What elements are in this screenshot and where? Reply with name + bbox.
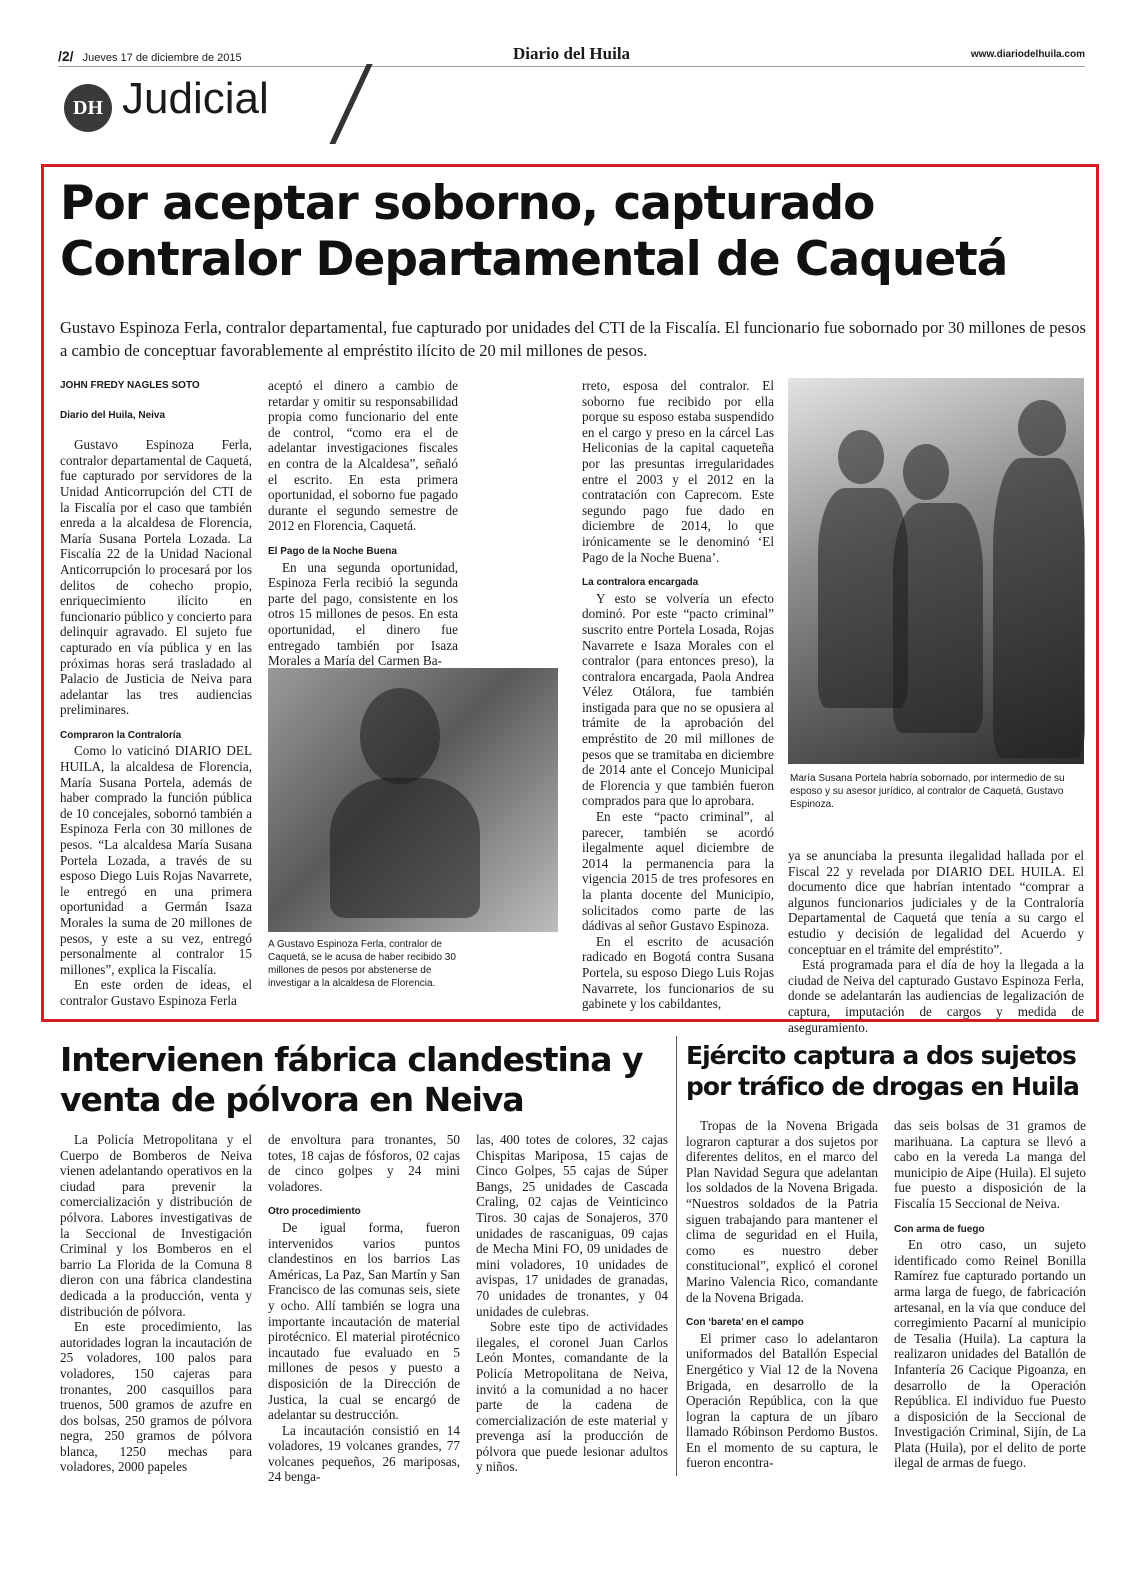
photo-contralor: [268, 668, 558, 932]
paragraph: las, 400 totes de colores, 32 cajas Chispitas Mariposa, 15 cajas de Cinco Golpes, 55 cajas de Súper Bangs, 25 unidades de Cascada Craling, 02 cajas de Veinticinco Tiros. 30 cajas de Sonajeros, 370 unidades de rascaniguas, 09 cajas de Mecha Mini FO, 09 unidades de mini voladores, 10 unidades de avispas, 17 unidades de granadas, 70 unidades de tronantes, y 04 unidades de culebras.: [476, 1132, 668, 1319]
article1-col1: [60, 378, 252, 1009]
byline: JOHN FREDY NAGLES SOTO: [60, 380, 200, 391]
article3-col1: [686, 1118, 878, 1471]
subheading: La contralora encargada: [582, 577, 699, 589]
paragraph: Está programada para el día de hoy la llegada a la ciudad de Neiva del capturado Gustavo Espinoza Ferla, donde se adelantarán las audiencias de legalización de captura, imputación de cargos y medida de aseguramiento.: [788, 957, 1084, 1035]
article3-col2: [894, 1118, 1086, 1471]
article1-col2: [268, 378, 458, 669]
subheading: Compraron la Contraloría: [60, 729, 182, 741]
column-divider: [676, 1036, 677, 1476]
website-link[interactable]: www.diariodelhuila.com: [970, 49, 1085, 60]
article2-headline: Intervienen fábrica clandestina y venta de pólvora en Neiva: [60, 1040, 643, 1119]
paragraph: En el escrito de acusación radicado en Bogotá contra Susana Portela, su esposo Diego Luis Rojas Navarrete, los funcionarios de su gabinete y los cabildantes,: [582, 933, 774, 1012]
paragraph: Tropas de la Novena Brigada lograron capturar a dos sujetos por diferentes delitos, en el marco del Plan Navidad Segura que adelantan los soldados de la Novena Brigada. “Nuestros soldados de la Patria siguen trabajando para mantener el clima de seguridad en el Huila, como es nuestro deber constitucional”, explicó el coronel Marino Valencia Rico, comandante de la Novena Brigada.: [686, 1118, 878, 1305]
article2-col2: [268, 1132, 460, 1485]
person-body-icon: [993, 458, 1085, 758]
person-head-icon: [1018, 400, 1066, 456]
dateline: Diario del Huila, Neiva: [60, 409, 166, 421]
paragraph: El primer caso lo adelantaron uniformados del Batallón Especial Energético y Vial 12 de la Novena Brigada, en desarrollo de la Operación República, con la que logran la captura de un jíbaro llamado Róbinson Perdomo Bustos. En el momento de su captura, le fueron encontra-: [686, 1330, 878, 1471]
article3-headline: Ejército captura a dos sujetos por tráfico de drogas en Huila: [686, 1041, 1079, 1101]
article2-col3: [476, 1132, 668, 1475]
paragraph: La incautación consistió en 14 voladores, 19 volcanes grandes, 77 volcanes pequeños, 26 mariposas, 24 benga-: [268, 1422, 460, 1485]
person-head-icon: [360, 688, 440, 784]
photo1-caption: A Gustavo Espinoza Ferla, contralor de Caquetá, se le acusa de haber recibido 30 millones de pesos por abstenerse de investigar a la alcaldesa de Florencia.: [268, 939, 456, 989]
paragraph: de envoltura para tronantes, 50 totes, 18 cajas de fósforos, 02 cajas de cinco golpes y 24 mini voladores.: [268, 1132, 460, 1194]
person-body-icon: [330, 778, 480, 918]
subheading: Con arma de fuego: [894, 1223, 985, 1235]
paragraph: aceptó el dinero a cambio de retardar y omitir su responsabilidad propia como funcionario del ente de control, “como era el de adelantar investigaciones fiscales en contra de la Alcaldesa”, señaló el escrito. En esta primera oportunidad, el soborno fue pagado durante el segundo semestre de 2012 en Florencia, Caquetá.: [268, 378, 458, 534]
article1-col3: [582, 378, 774, 1012]
masthead: [58, 44, 1085, 67]
person-body-icon: [893, 503, 983, 733]
paragraph: das seis bolsas de 31 gramos de marihuana. La captura se llevó a cabo en la vereda La manga del municipio de Aipe (Huila). El sujeto fue puesto a disposición de la Fiscalía 15 Seccional de Neiva.: [894, 1118, 1086, 1211]
article2-col1: [60, 1132, 252, 1475]
paragraph: ya se anunciaba la presunta ilegalidad hallada por el Fiscal 22 y revelada por DIARIO DEL HUILA. El documento dice que habrían intentado “comprar a algunos funcionarios judiciales y de la Contraloría Departamental de Caquetá que tenía a su cargo el estudio y decisión de legalidad del Acuerdo y conceptuar en el trámite del empréstito”.: [788, 848, 1084, 957]
paragraph: En este “pacto criminal”, al parecer, también se acordó ilegalmente aquel diciembre de 2014 la permanencia para la vigencia 2015 de tres profesores en la planta docente del Municipio, solicitados como parte de las dádivas al señor Gustavo Espinoza.: [582, 809, 774, 934]
paper-name: Diario del Huila: [512, 44, 631, 63]
paragraph: De igual forma, fueron intervenidos varios puntos clandestinos en los barrios Las Américas, La Paz, San Martín y San Francisco de las comunas seis, siete y ocho. Allí también se logra una importante incautación de material pirotécnico. El material pirotécnico incautado fue evaluado en 5 millones de pesos y puesto a disposición de la Dirección de Justica, la cual se encargó de adelantar su destrucción.: [268, 1219, 460, 1423]
paragraph: Y esto se volvería un efecto dominó. Por este “pacto criminal” suscrito entre Portela Losada, Rojas Navarrete e Isaza Morales con el contralor (para entonces preso), la contralora encargada, Paola Andrea Vélez Otálora, fue también instigada para que no se opusiera al trámite de la aprobación del empréstito de 20 mil millones de pesos que se tramitaba en diciembre de 2014 ante el Concejo Municipal de Florencia y que también fueron comprados para que lo aprobara.: [582, 590, 774, 809]
person-head-icon: [838, 430, 884, 484]
person-head-icon: [903, 444, 949, 500]
subheading: Otro procedimiento: [268, 1206, 361, 1218]
issue-date: Jueves 17 de diciembre de 2015: [82, 52, 242, 64]
subheading: Con ‘bareta’ en el campo: [686, 1317, 804, 1329]
article1-lead: Gustavo Espinoza Ferla, contralor departamental, fue capturado por unidades del CTI de la Fiscalía. El funcionario fue sobornado por 30 millones de pesos a cambio de conceptuar favorablemente al empréstito ilícito de 20 mil millones de pesos.: [60, 318, 1086, 360]
page-number: /2/: [58, 48, 74, 64]
dh-logo: DH: [64, 84, 112, 132]
article1-headline: Por aceptar soborno, capturado Contralor Departamental de Caquetá: [60, 176, 1008, 287]
paragraph: rreto, esposa del contralor. El soborno fue recibido por ella porque su esposo estaba suspendido en el cargo y preso en la cárcel Las Heliconias de la capital caqueteña por las presuntas irregularidades entre el 2003 y el 2012 en la contratación con Caprecom. Este segundo pago fue dado en diciembre de 2014, lo que irónicamente se le denominó ‘El Pago de la Noche Buena’.: [582, 378, 774, 565]
paragraph: En una segunda oportunidad, Espinoza Ferla recibió la segunda parte del pago, consistente en los otros 15 millones de pesos. En esta oportunidad, el dinero fue entregado también por Isaza Morales a María del Carmen Ba-: [268, 559, 458, 669]
paragraph: Sobre este tipo de actividades ilegales, el coronel Juan Carlos León Montes, comandante de la Policía Metropolitana de Neiva, invitó a la comunidad a no hacer parte de la cadena de comercialización de este material y prevenga así la producción de pólvora que puede lesionar adultos y niños.: [476, 1319, 668, 1475]
paragraph: Como lo vaticinó DIARIO DEL HUILA, la alcaldesa de Florencia, María Susana Portela, además de haber comprado la función pública de 10 concejales, sobornó también a Espinoza Ferla con 30 millones de pesos. “La alcaldesa María Susana Portela Lozada, a través de su esposo Diego Luis Rojas Navarrete, le entregó en una primera oportunidad a Germán Isaza Morales la suma de 20 millones de pesos, y este a su vez, entregó personalmente al contralor 15 millones”, explica la Fiscalía.: [60, 743, 252, 977]
section-slash-icon: [329, 64, 372, 144]
subheading: El Pago de la Noche Buena: [268, 545, 397, 557]
photo2-caption: María Susana Portela habría sobornado, por intermedio de su esposo y su asesor jurídico, al contralor de Caquetá, Gustavo Espinoza.: [790, 773, 1065, 810]
section-title: Judicial: [122, 74, 269, 123]
paragraph: En este orden de ideas, el contralor Gustavo Espinoza Ferla: [60, 977, 252, 1008]
paragraph: Gustavo Espinoza Ferla, contralor departamental de Caquetá, fue capturado por servidores de la Unidad Anticorrupción del CTI de la Fiscalía por el caso que también enreda a la alcaldesa de Florencia, María Susana Portela Lozada. La Fiscalía 22 de la Unidad Nacional Anticorrupción lo procesará por los delitos de cohecho propio, enriquecimiento ilícito en funcionario público y concierto para delinquir agravado. El sujeto fue capturado en vía pública y en las próximas horas será trasladado al Palacio de Justicia de Neiva para adelantar las tres audiencias preliminares.: [60, 437, 252, 718]
paragraph: En este procedimiento, las autoridades logran la incautación de 25 voladores, 100 palos para voladores, 150 cajeras para tronantes, 200 casquillos para truenos, 500 gramos de azufre en dos bolsas, 250 gramos de pólvora negra, 250 gramos de pólvora blanca, 1250 mechas para voladores, 2000 papeles: [60, 1319, 252, 1475]
article1-col4: [788, 848, 1084, 1035]
paragraph: En otro caso, un sujeto identificado como Reinel Bonilla Ramírez fue capturado portando un arma larga de fuego, de fabricación artesanal, en la vía que conduce del corregimiento Pacarní al municipio de Tesalia (Huila). La captura la realizaron unidades del Batallón de Infantería 26 Cacique Pigoanza, en desarrollo de la Operación República. El individuo fue Puesto a disposición de la Seccional de Investigación Criminal, Sijín, de La Plata (Huila), por el delito de porte ilegal de armas de fuego.: [894, 1237, 1086, 1471]
paragraph: La Policía Metropolitana y el Cuerpo de Bomberos de Neiva vienen adelantando operativos en la ciudad para prevenir la comercialización y distribución de pólvora. Labores investigativas de la Seccional de Investigación Criminal y los Bomberos en el barrio La Florida de la Comuna 8 dieron con una fábrica clandestina dedicada a la producción, venta y distribución de pólvora.: [60, 1132, 252, 1319]
photo-alcaldesa: [788, 378, 1084, 764]
